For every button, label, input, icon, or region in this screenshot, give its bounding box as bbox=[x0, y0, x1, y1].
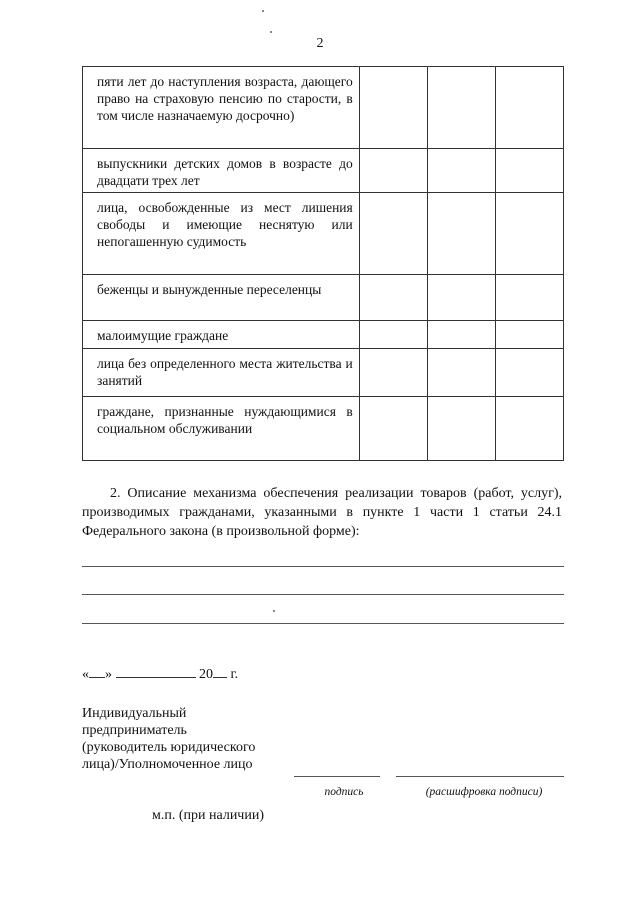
signer-line: предприниматель bbox=[82, 723, 187, 738]
year-prefix: 20 bbox=[199, 667, 213, 682]
value-cell[interactable] bbox=[495, 149, 563, 193]
table-row bbox=[83, 397, 564, 461]
value-cell[interactable] bbox=[495, 275, 563, 321]
value-cell[interactable] bbox=[359, 275, 427, 321]
year-suffix: г. bbox=[227, 667, 239, 682]
row-label: лица, освобожденные из мест лишения свободы и имеющие неснятую или непогашенную судимость bbox=[83, 193, 360, 275]
table-row bbox=[83, 149, 564, 193]
answer-line[interactable] bbox=[82, 623, 564, 624]
row-label: пяти лет до наступления возраста, дающего право на страховую пенсию по старости, в том числе назначаемую досрочно) bbox=[83, 67, 360, 149]
signer-block bbox=[82, 705, 302, 773]
table-row bbox=[83, 321, 564, 349]
value-cell[interactable] bbox=[359, 397, 427, 461]
page-number: 2 bbox=[316, 36, 324, 51]
year-blank[interactable] bbox=[213, 663, 227, 678]
date-close-quote: » bbox=[105, 667, 112, 682]
value-cell[interactable] bbox=[359, 321, 427, 349]
table-row bbox=[83, 275, 564, 321]
date-open-quote: « bbox=[82, 667, 89, 682]
value-cell[interactable] bbox=[427, 193, 495, 275]
value-cell[interactable] bbox=[427, 397, 495, 461]
decoding-line[interactable] bbox=[396, 776, 564, 777]
date-line bbox=[82, 663, 238, 683]
row-label: беженцы и вынужденные переселенцы bbox=[83, 275, 360, 321]
signer-line: Индивидуальный bbox=[82, 706, 187, 721]
day-blank[interactable] bbox=[89, 663, 105, 678]
row-label: выпускники детских домов в возрасте до двадцати трех лет bbox=[83, 149, 360, 193]
row-label: малоимущие граждане bbox=[83, 321, 360, 349]
table-row bbox=[83, 349, 564, 397]
scan-speck bbox=[273, 610, 275, 612]
signature-line[interactable] bbox=[294, 776, 380, 777]
scan-speck bbox=[262, 10, 264, 12]
stamp-note: м.п. (при наличии) bbox=[152, 808, 264, 823]
value-cell[interactable] bbox=[359, 349, 427, 397]
table-row bbox=[83, 193, 564, 275]
answer-line[interactable] bbox=[82, 566, 564, 567]
value-cell[interactable] bbox=[427, 321, 495, 349]
value-cell[interactable] bbox=[427, 349, 495, 397]
category-table bbox=[82, 66, 564, 461]
decoding-caption: (расшифровка подписи) bbox=[425, 786, 543, 798]
value-cell[interactable] bbox=[495, 349, 563, 397]
value-cell[interactable] bbox=[495, 321, 563, 349]
month-blank[interactable] bbox=[116, 663, 196, 678]
value-cell[interactable] bbox=[427, 67, 495, 149]
answer-line[interactable] bbox=[82, 594, 564, 595]
value-cell[interactable] bbox=[495, 397, 563, 461]
value-cell[interactable] bbox=[427, 275, 495, 321]
value-cell[interactable] bbox=[495, 67, 563, 149]
row-label: граждане, признанные нуждающимися в социальном обслуживании bbox=[83, 397, 360, 461]
row-label: лица без определенного места жительства и занятий bbox=[83, 349, 360, 397]
value-cell[interactable] bbox=[427, 149, 495, 193]
value-cell[interactable] bbox=[359, 149, 427, 193]
table-row bbox=[83, 67, 564, 149]
signature-caption: подпись bbox=[324, 786, 364, 798]
scan-speck bbox=[270, 31, 272, 33]
signer-line: лица)/Уполномоченное лицо bbox=[82, 757, 253, 772]
value-cell[interactable] bbox=[495, 193, 563, 275]
mechanism-description: 2. Описание механизма обеспечения реализации товаров (работ, услуг), производимых гражданами, указанными в пункте 1 части 1 статьи 24.1 Федерального закона (в произвольной форме): bbox=[82, 486, 562, 539]
signer-line: (руководитель юридического bbox=[82, 740, 256, 755]
value-cell[interactable] bbox=[359, 67, 427, 149]
value-cell[interactable] bbox=[359, 193, 427, 275]
